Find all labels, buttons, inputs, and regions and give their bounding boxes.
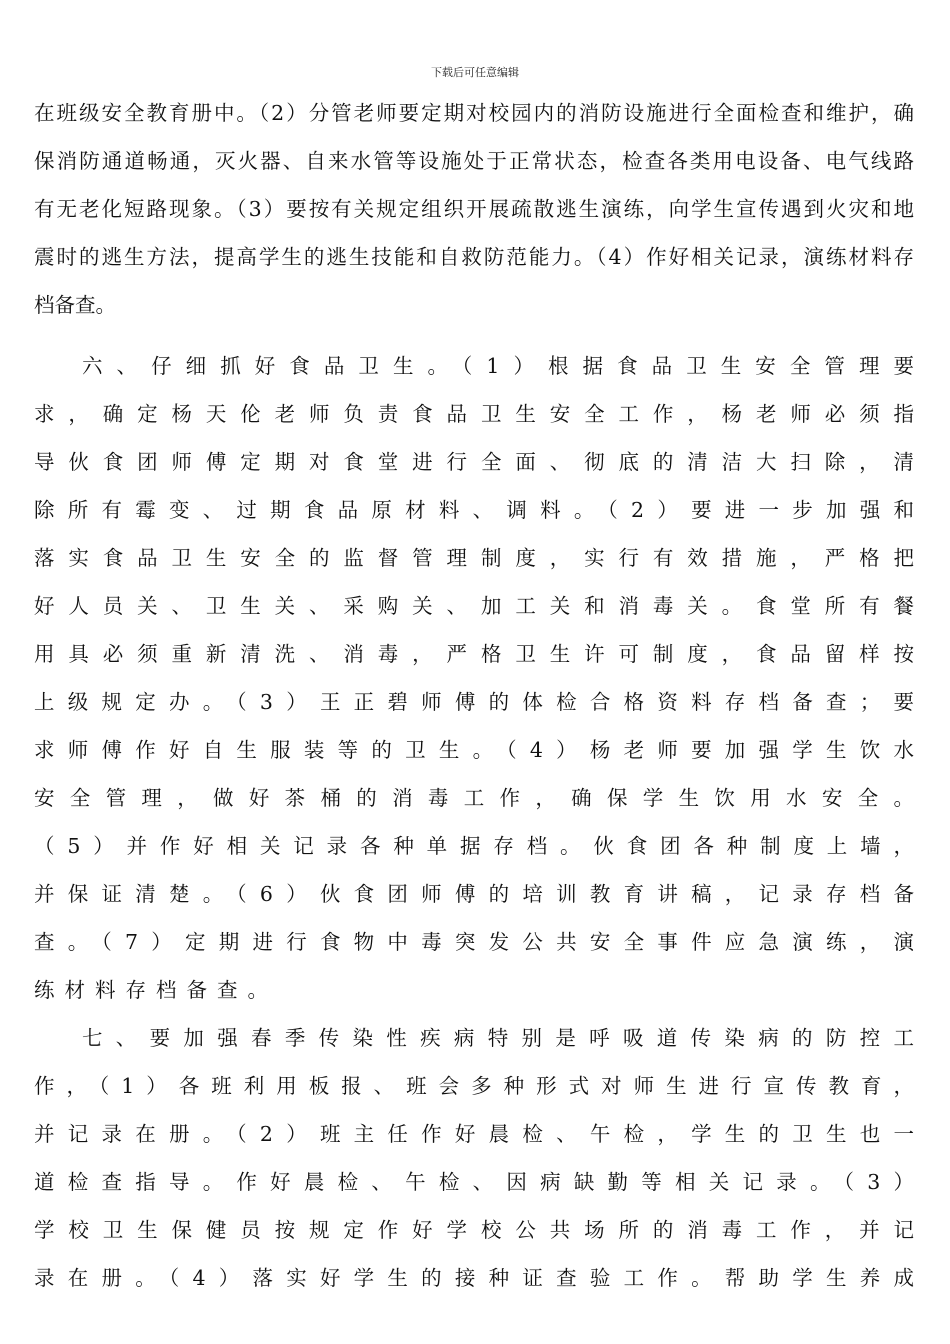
paragraph-3-line-4: 道检查指导。作好晨检、午检、因病缺勤等相关记录。（3） bbox=[34, 1170, 914, 1194]
page-header: 下载后可任意编辑 bbox=[431, 66, 519, 79]
paragraph-2-line-10: 安全管理，做好茶桶的消毒工作，确保学生饮用水安全。 bbox=[34, 786, 914, 810]
paragraph-1-line-2: 保消防通道畅通，灭火器、自来水管等设施处于正常状态，检查各类用电设备、电气线路 bbox=[34, 149, 914, 173]
paragraph-2-line-4: 除所有霉变、过期食品原材料、调料。（2）要进一步加强和 bbox=[34, 498, 914, 522]
paragraph-2-line-2: 求，确定杨天伦老师负责食品卫生安全工作，杨老师必须指 bbox=[34, 402, 914, 426]
paragraph-2-line-9: 求师傅作好自生服装等的卫生。（4）杨老师要加强学生饮水 bbox=[34, 738, 914, 762]
paragraph-3-line-6: 录在册。（4）落实好学生的接种证查验工作。帮助学生养成 bbox=[34, 1266, 914, 1290]
paragraph-2-line-8: 上级规定办。（3）王正碧师傅的体检合格资料存档备查；要 bbox=[34, 690, 914, 714]
paragraph-2-line-12: 并保证清楚。（6）伙食团师傅的培训教育讲稿，记录存档备 bbox=[34, 882, 914, 906]
paragraph-2-line-1: 六、仔细抓好食品卫生。（1）根据食品卫生安全管理要 bbox=[82, 354, 914, 378]
paragraph-2-line-3: 导伙食团师傅定期对食堂进行全面、彻底的清洁大扫除，清 bbox=[34, 450, 914, 474]
paragraph-1-line-3: 有无老化短路现象。（3）要按有关规定组织开展疏散逃生演练，向学生宣传遇到火灾和地 bbox=[34, 197, 914, 221]
paragraph-3-line-5: 学校卫生保健员按规定作好学校公共场所的消毒工作，并记 bbox=[34, 1218, 914, 1242]
paragraph-2-line-11: （5）并作好相关记录各种单据存档。伙食团各种制度上墙， bbox=[34, 834, 914, 858]
paragraph-2-line-13: 查。（7）定期进行食物中毒突发公共安全事件应急演练，演 bbox=[34, 930, 914, 954]
paragraph-2-line-6: 好人员关、卫生关、采购关、加工关和消毒关。食堂所有餐 bbox=[34, 594, 914, 618]
paragraph-2-line-5: 落实食品卫生安全的监督管理制度，实行有效措施，严格把 bbox=[34, 546, 914, 570]
paragraph-2-line-7: 用具必须重新清洗、消毒，严格卫生许可制度，食品留样按 bbox=[34, 642, 914, 666]
paragraph-1-line-1: 在班级安全教育册中。（2）分管老师要定期对校园内的消防设施进行全面检查和维护，确 bbox=[34, 101, 914, 125]
paragraph-2-line-14: 练材料存档备查。 bbox=[34, 978, 278, 1002]
paragraph-3-line-1: 七、要加强春季传染性疾病特别是呼吸道传染病的防控工 bbox=[82, 1026, 914, 1050]
paragraph-3-line-3: 并记录在册。（2）班主任作好晨检、午检，学生的卫生也一 bbox=[34, 1122, 914, 1146]
paragraph-1-line-5: 档备查。 bbox=[34, 293, 116, 317]
paragraph-3-line-2: 作，（1）各班利用板报、班会多种形式对师生进行宣传教育， bbox=[34, 1074, 914, 1098]
paragraph-1-line-4: 震时的逃生方法，提高学生的逃生技能和自救防范能力。（4）作好相关记录，演练材料存 bbox=[34, 245, 914, 269]
